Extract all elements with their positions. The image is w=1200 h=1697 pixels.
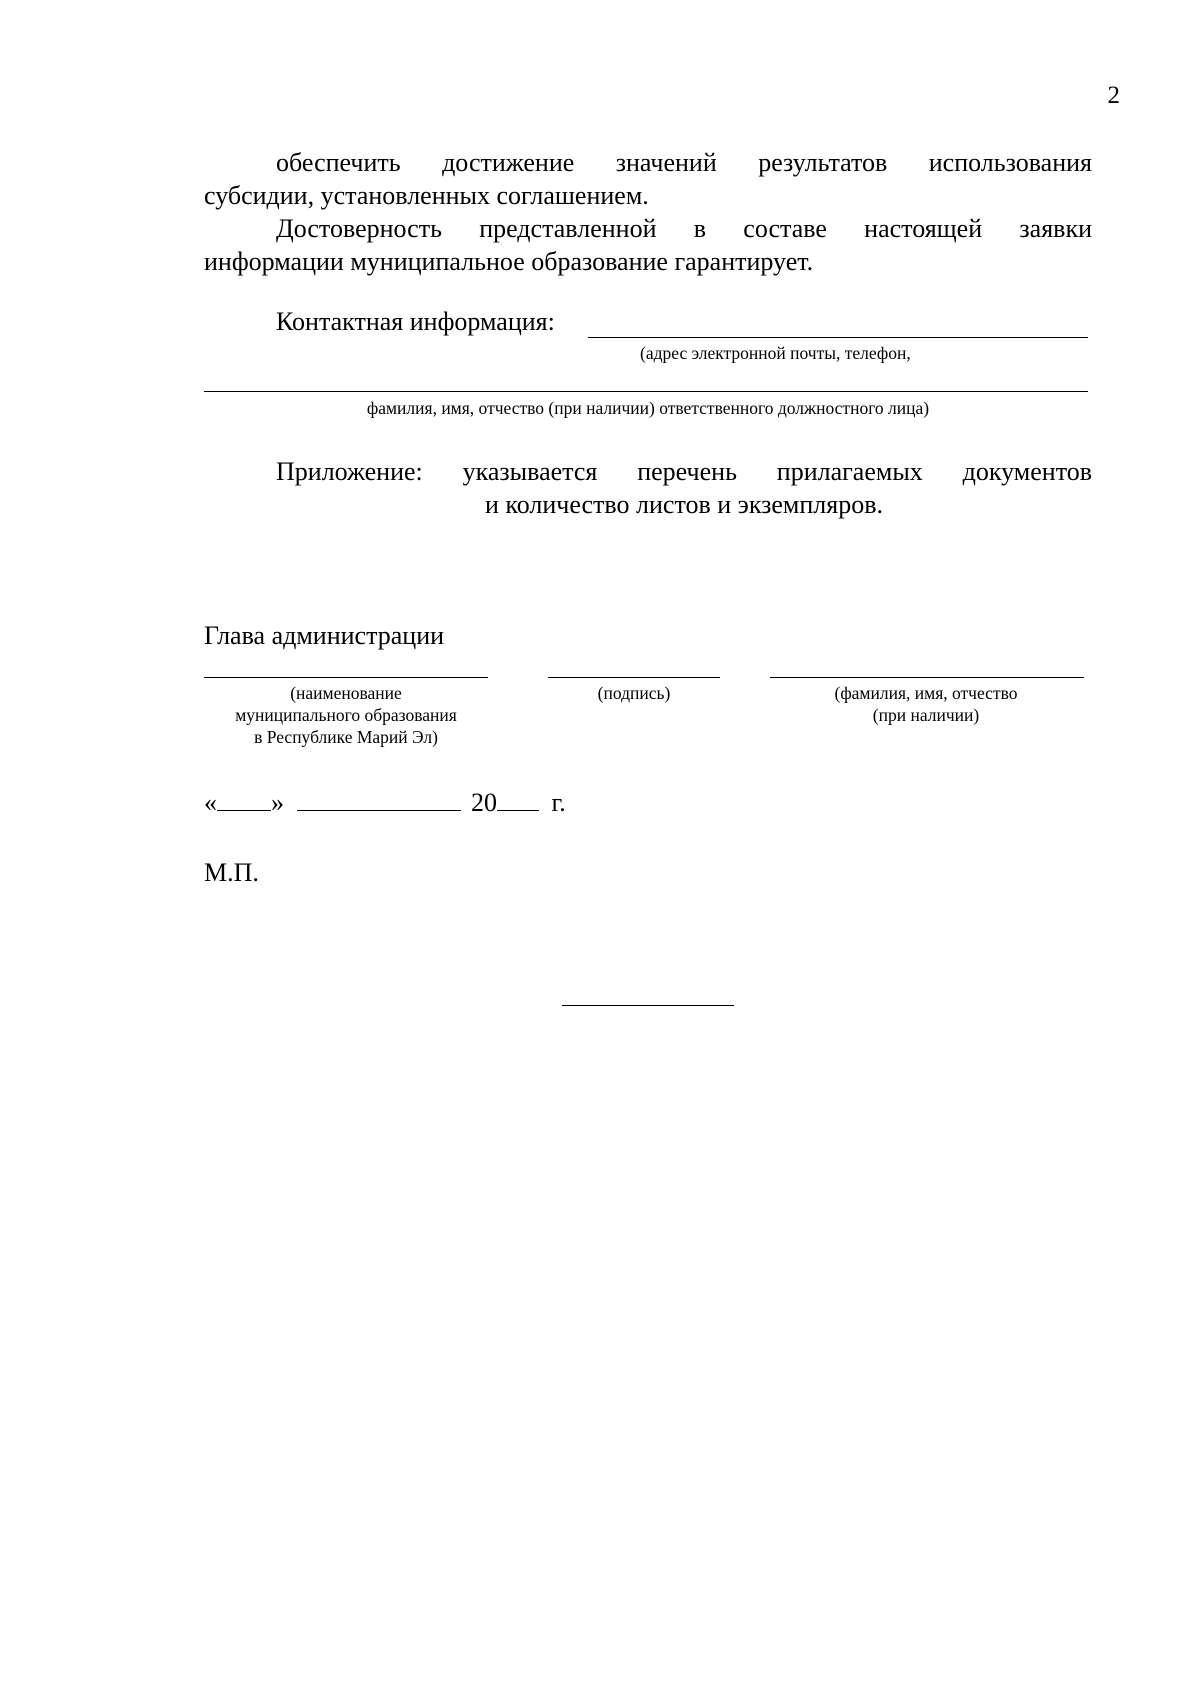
caption-fio (770, 682, 1082, 726)
paragraph-line: информации муниципальное образование гарантирует. (204, 247, 814, 276)
contact-label: Контактная информация: (276, 307, 555, 336)
caption-line: в Республике Марий Эл) (254, 727, 438, 747)
contact-caption-responsible-person: фамилия, имя, отчество (при наличии) ответственного должностного лица) (366, 398, 930, 418)
paragraph-line: субсидии, установленных соглашением. (204, 181, 649, 210)
paragraph-reliability (204, 212, 1092, 278)
caption-line: (при наличии) (872, 705, 980, 725)
paragraph-line: обеспечить достижение значений результатов использования (276, 148, 1092, 177)
appendix-line: Приложение: указывается перечень прилагаемых документов (276, 457, 1092, 486)
contact-blank-line (588, 337, 1088, 338)
fio-blank-line (770, 677, 1084, 678)
closing-separator-line (562, 1005, 734, 1006)
date-close-quote: » (271, 788, 284, 817)
caption-line: муниципального образования (235, 705, 457, 725)
caption-signature: (подпись) (597, 683, 671, 703)
caption-org-name (204, 682, 488, 748)
year-blank (497, 788, 539, 811)
paragraph-obligation (204, 146, 1092, 212)
stamp-placeholder: М.П. (204, 858, 259, 887)
contact-caption-email-phone: (адрес электронной почты, телефон, (640, 343, 911, 363)
caption-line: (фамилия, имя, отчество (834, 683, 1018, 703)
date-row (204, 788, 566, 818)
contact-blank-line-2 (204, 391, 1088, 392)
date-open-quote: « (204, 788, 217, 817)
head-of-administration-title: Глава администрации (204, 621, 445, 650)
org-name-blank-line (204, 677, 488, 678)
paragraph-line: Достоверность представленной в составе настоящей заявки (276, 214, 1092, 243)
year-suffix: г. (551, 788, 566, 817)
year-prefix: 20 (471, 788, 497, 817)
month-blank (297, 788, 461, 811)
caption-line: (наименование (290, 683, 402, 703)
appendix-paragraph (276, 455, 1092, 521)
page-number: 2 (1107, 82, 1120, 109)
signature-blank-line (548, 677, 720, 678)
appendix-line: и количество листов и экземпляров. (484, 490, 883, 519)
day-blank (217, 788, 271, 811)
